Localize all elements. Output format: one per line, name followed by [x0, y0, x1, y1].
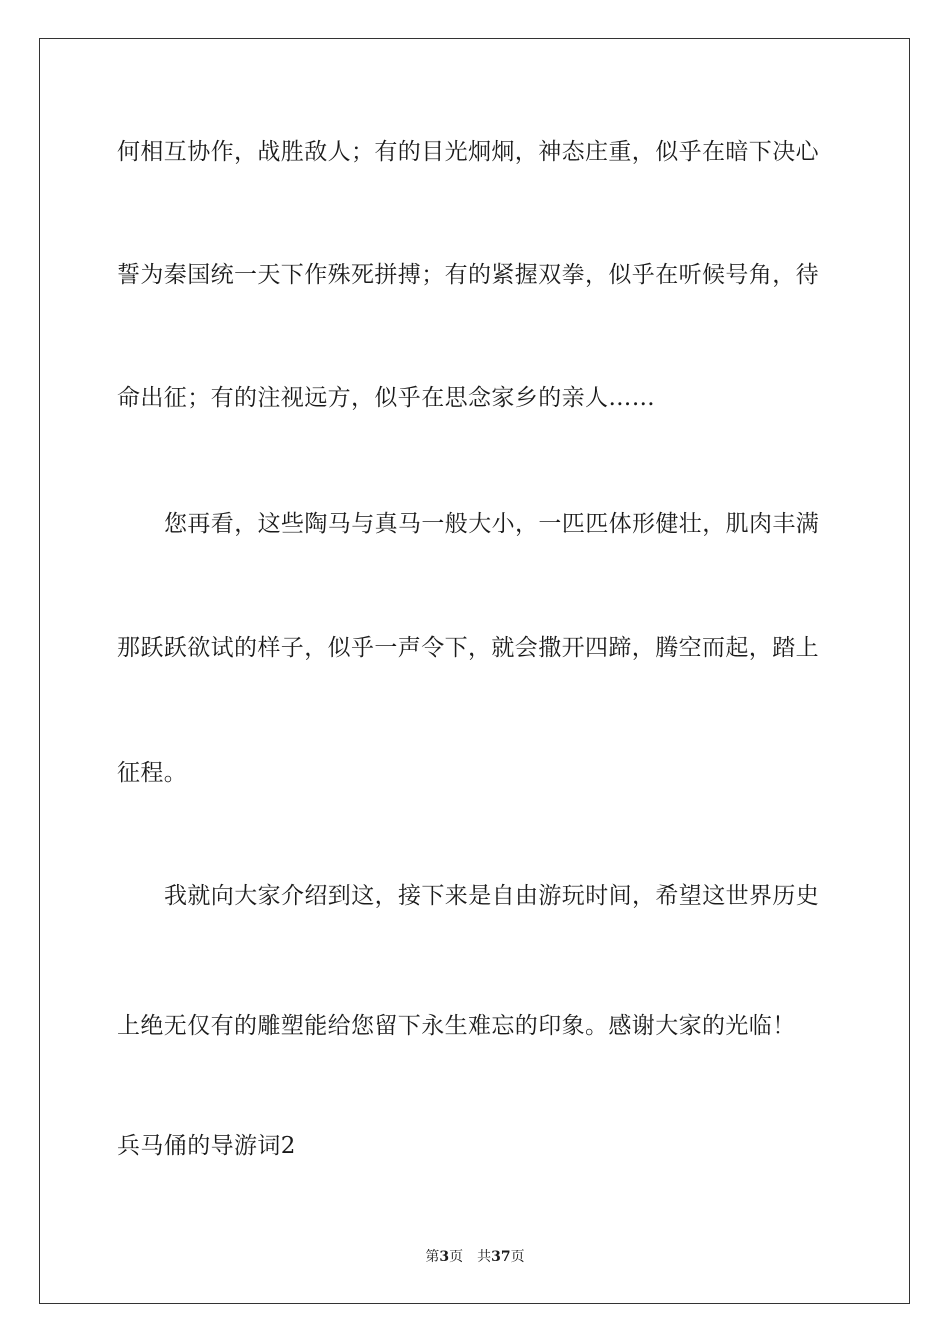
page-suffix: 页 — [449, 1249, 464, 1265]
page-prefix: 第 — [425, 1249, 440, 1265]
body-text-line: 那跃跃欲试的样子，似乎一声令下，就会撒开四蹄，腾空而起，踏上 — [117, 635, 819, 661]
paragraph-start-line: 我就向大家介绍到这，接下来是自由游玩时间，希望这世界历史 — [164, 883, 820, 909]
paragraph-start-line: 您再看，这些陶马与真马一般大小，一匹匹体形健壮，肌肉丰满 — [164, 511, 820, 537]
total-suffix: 页 — [510, 1249, 525, 1265]
body-text-line: 上绝无仅有的雕塑能给您留下永生难忘的印象。感谢大家的光临！ — [117, 1013, 796, 1039]
total-pages-number: 37 — [491, 1249, 511, 1265]
section-heading: 兵马俑的导游词2 — [117, 1133, 296, 1159]
page-border — [39, 38, 910, 1304]
current-page-number: 3 — [439, 1249, 450, 1265]
total-prefix: 共 — [477, 1249, 492, 1265]
body-text-line: 命出征；有的注视远方，似乎在思念家乡的亲人…… — [117, 385, 656, 411]
body-text-line: 誓为秦国统一天下作殊死拼搏；有的紧握双拳，似乎在听候号角，待 — [117, 262, 819, 288]
body-text-line: 征程。 — [117, 760, 188, 786]
body-text-line: 何相互协作，战胜敌人；有的目光炯炯，神态庄重，似乎在暗下决心 — [117, 139, 819, 165]
page-footer — [0, 1248, 950, 1266]
